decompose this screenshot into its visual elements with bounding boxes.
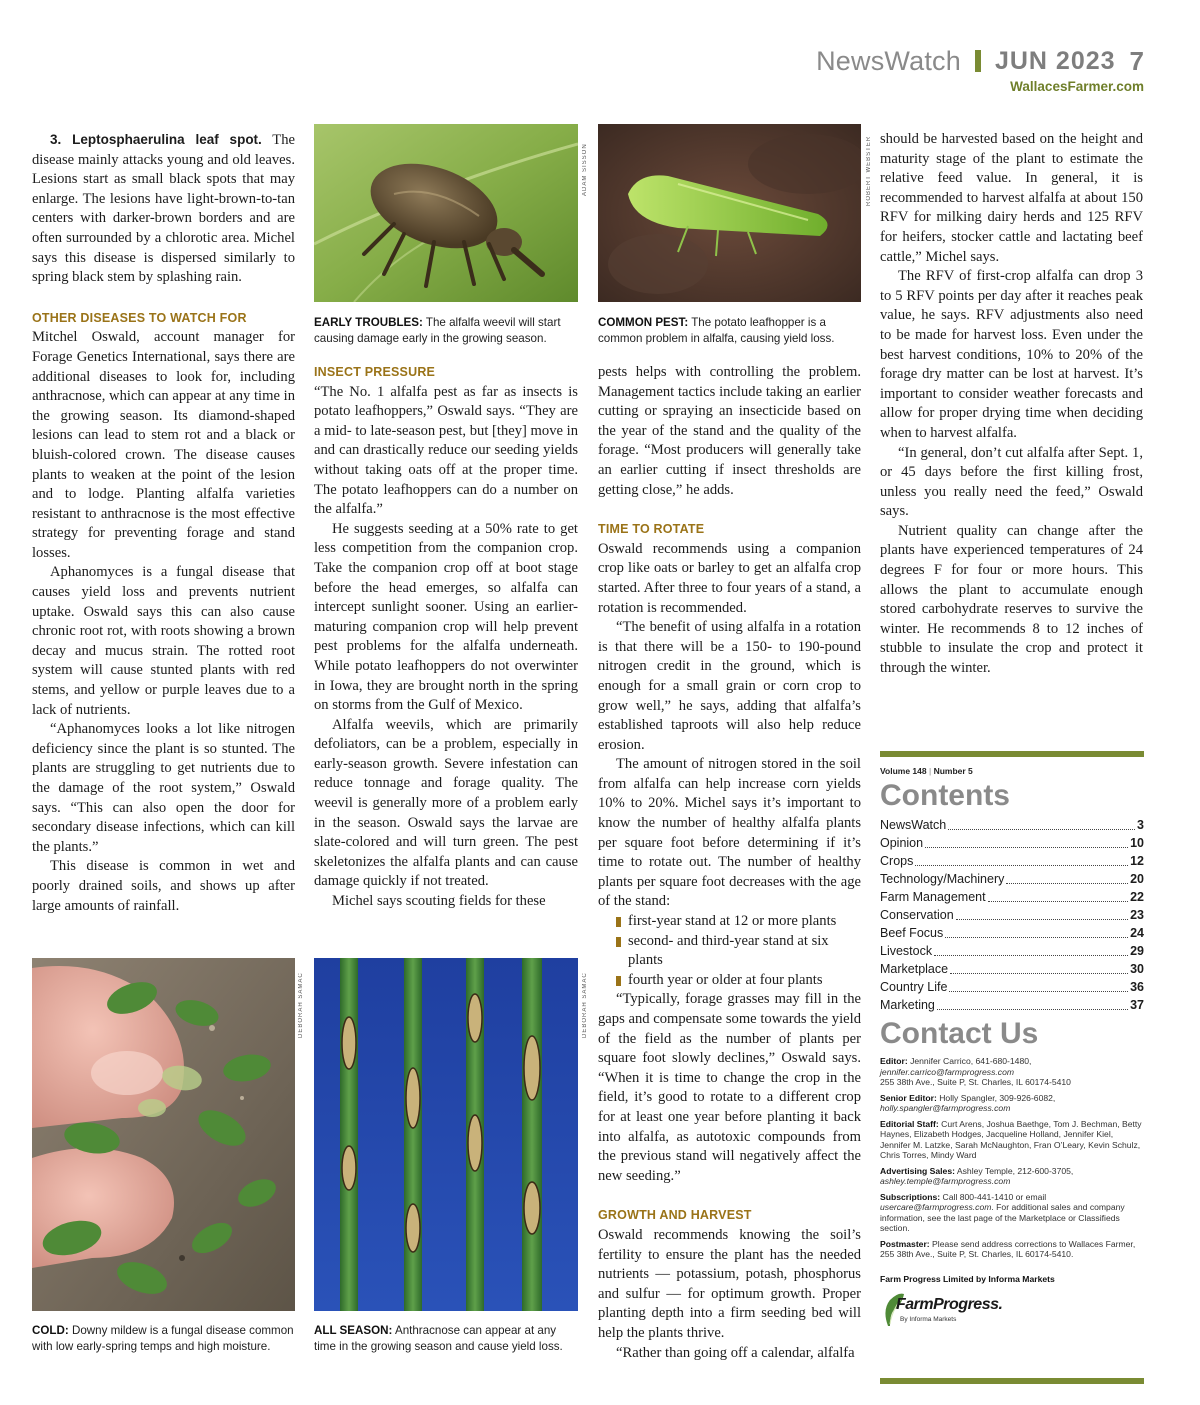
contact-text: . For additional sales and company information, see the last page of the Marketplace or Classifieds section. [880, 1202, 1125, 1233]
toc-name: Opinion [880, 836, 924, 850]
toc-name: Marketplace [880, 962, 949, 976]
issue-number: Number 5 [933, 766, 973, 776]
contact-title: Contact Us [880, 1017, 1039, 1050]
paragraph: “Typically, forage grasses may fill in the gaps and compensate some towards the yield of the field as the number of plants per square foot slowly declines,” Oswald says. “When it is time to change the crop in the field, it’s good to rotate to a different crop for at least one year before planting it back into alfalfa, as autotoxic compounds from the previous stand will negatively affect the new seeding.” [598, 991, 861, 1184]
email-link[interactable]: usercare@farmprogress.com [880, 1202, 992, 1212]
toc-dots [956, 906, 1128, 920]
contact-advertising [880, 1166, 1144, 1187]
list-item: first-year stand at 12 or more plants [598, 912, 861, 932]
paragraph: This disease is common in wet and poorly drained soils, and shows up after large amounts of rainfall. [32, 858, 295, 914]
contact-text: Holly Spangler, 309-926-6082, [936, 1092, 1056, 1103]
toc-entry[interactable] [880, 870, 1144, 888]
site-link[interactable]: WallacesFarmer.com [1010, 79, 1144, 94]
contents-title: Contents [880, 779, 1010, 812]
paragraph: Oswald recommends using a companion crop like oats or barley to get an alfalfa crop started. After three to four years of a stand, a rotation is recommended. [598, 540, 861, 616]
anthracnose-caption [314, 1323, 580, 1355]
toc-name: Country Life [880, 980, 948, 994]
toc-page: 29 [1130, 944, 1144, 958]
paragraph: “The No. 1 alfalfa pest as far as insects is potato leafhoppers,” Oswald says. “They are a mid- to late-season pest, but [they] move in and can drastically reduce our seeding yields without taking oats off at the proper time. The potato leafhoppers can do a number on the alfalfa.” [314, 383, 578, 518]
stand-list [598, 912, 861, 990]
caption-text: Anthracnose can appear at any time in the growing season and cause yield loss. [314, 1324, 563, 1353]
paragraph: Nutrient quality can change after the plants have experienced temperatures of 24 degrees F for four or more hours. This allows the plant to accumulate enough stored carbohydrate reserves to survive the winter. He recommends 8 to 12 inches of stubble to insulate the crop and protect it through the winter. [880, 522, 1143, 677]
column-4 [880, 130, 1143, 679]
leafhopper-caption [598, 315, 864, 347]
volume-number: Volume 148 [880, 766, 927, 776]
toc-page: 3 [1137, 818, 1144, 832]
contact-subscriptions [880, 1192, 1144, 1234]
toc-page: 20 [1130, 872, 1144, 886]
toc-name: Livestock [880, 944, 933, 958]
toc-name: Crops [880, 854, 914, 868]
leafhopper-image [598, 124, 861, 302]
heading-other-diseases: OTHER DISEASES TO WATCH FOR [32, 310, 247, 325]
email-link[interactable]: holly.spangler@farmprogress.com [880, 1103, 1011, 1113]
contact-label: Advertising Sales: [880, 1165, 955, 1176]
toc-name: Conservation [880, 908, 954, 922]
toc-dots [945, 924, 1128, 938]
caption-lead: COLD: [32, 1324, 69, 1337]
column-2 [314, 363, 578, 912]
paragraph: Michel says scouting fields for these [332, 893, 546, 910]
contact-text: Ashley Temple, 212-600-3705, [954, 1165, 1074, 1176]
toc-page: 12 [1130, 854, 1144, 868]
toc-dots [937, 996, 1128, 1010]
toc-dots [949, 978, 1128, 992]
lead-paragraph [32, 130, 295, 288]
page-number: 7 [1129, 46, 1144, 76]
weevil-image [314, 124, 578, 302]
contact-text: Call 800-441-1410 or email [940, 1191, 1047, 1202]
toc-page: 22 [1130, 890, 1144, 904]
contact-text: Jennifer Carrico, 641-680-1480, [907, 1056, 1032, 1066]
logo-subtitle: By Informa Markets [900, 1315, 957, 1323]
toc-name: Marketing [880, 998, 935, 1012]
email-link[interactable]: ashley.temple@farmprogress.com [880, 1176, 1011, 1186]
toc-page: 24 [1130, 926, 1144, 940]
heading-growth-harvest: GROWTH AND HARVEST [598, 1208, 752, 1223]
toc-dots [948, 816, 1135, 830]
header-divider [975, 50, 981, 72]
paragraph: Alfalfa weevils, which are primarily defoliators, can be a problem, especially in early-season growth. Severe infestation can reduce tonnage and forage quality. The weevil is generally more of a problem early in the season. Oswald says the larvae are slate-colored and will turn green. The pest skeletonizes the alfalfa plants and can cause damage quickly if not treated. [314, 716, 578, 890]
caption-text: The potato leafhopper is a common problem in alfalfa, causing yield loss. [598, 316, 835, 345]
toc-entry[interactable] [880, 942, 1144, 960]
caption-lead: ALL SEASON: [314, 1324, 393, 1337]
toc-name: Technology/Machinery [880, 872, 1005, 886]
photo-credit: DEBORAH SAMAC [298, 972, 304, 1038]
caption-lead: EARLY TROUBLES: [314, 316, 423, 329]
publisher-line: Farm Progress Limited by Informa Markets [880, 1273, 1055, 1284]
contact-label: Editorial Staff: [880, 1118, 939, 1129]
volume-line: Volume 148 | Number 5 [880, 766, 973, 776]
contact-label: Editor: [880, 1056, 908, 1066]
photo-credit: DEBORAH SAMAC [582, 972, 588, 1038]
contact-text: Curt Arens, Joshua Baethge, Tom J. Bechman, Betty Haynes, Elizabeth Hodges, Jacqueline Holland, Jennifer Kiel, Jennifer M. Latzke, Sarah McNaughton, Fran O’Leary, Kevin Schulz, Chris Torres, Mindy Ward [880, 1118, 1142, 1160]
toc-page: 10 [1130, 836, 1144, 850]
list-item: second- and third-year stand at six plants [598, 932, 861, 971]
toc-dots [925, 834, 1128, 848]
lead-title: 3. Leptosphaerulina leaf spot. [50, 132, 262, 147]
weevil-caption [314, 315, 580, 347]
contact-senior-editor [880, 1093, 1144, 1114]
toc-name: Beef Focus [880, 926, 944, 940]
page-header [816, 44, 1144, 94]
toc-dots [934, 942, 1128, 956]
toc-page: 23 [1130, 908, 1144, 922]
paragraph: “In general, don’t cut alfalfa after Sept. 1, or 45 days before the first killing frost, unless you really need the feed,” Oswald says. [880, 444, 1143, 520]
contact-postmaster [880, 1239, 1144, 1260]
toc-entry[interactable] [880, 996, 1144, 1014]
paragraph: Mitchel Oswald, account manager for Forage Genetics International, says there are additional diseases to look for, including anthracnose, which can appear at any time in the growing season. Its diamond-shaped lesions can lead to stem rot and a black or bluish-colored crown. The disease causes plants to weaken at the point of the lesion and to lodge. Planting alfalfa varieties resistant to anthracnose is the most effective strategy for preventing forage and stand losses. [32, 329, 295, 561]
toc-dots [1006, 870, 1128, 884]
contents-sidebar [880, 766, 1144, 1330]
toc-entry[interactable] [880, 834, 1144, 852]
anthracnose-photo [314, 958, 578, 1311]
toc-entry[interactable] [880, 906, 1144, 924]
lead-text: The disease mainly attacks young and old leaves. Lesions start as small black spots that may enlarge. The lesions have light-brown-to-tan centers with darker-brown borders and are often surrounded by a chlorotic area. Michel says this disease is dispersed similarly to spring black stem by splashing rain. [32, 132, 295, 286]
heading-time-to-rotate: TIME TO ROTATE [598, 522, 705, 537]
caption-text: Downy mildew is a fungal disease common with low early-spring temps and high moisture. [32, 1324, 294, 1353]
photo-credit: ROBERT WEBSTER [866, 135, 872, 206]
paragraph: The RFV of first-crop alfalfa can drop 3 to 5 RFV points per day after it reaches peak value, he says. RFV adjustments also need to be made for harvest loss. Even under the best harvest conditions, 10% to 20% of the forage dry matter can be lost at harvest. It’s important to consider weather forecasts and allow for proper drying time when deciding when to harvest alfalfa. [880, 268, 1143, 441]
toc-entry[interactable] [880, 924, 1144, 942]
paragraph: He suggests seeding at a 50% rate to get less competition from the companion crop. Take the companion crop off at boot stage before the head emerges, so alfalfa can intercept sunlight sooner. Using an earlier-maturing companion crop will help prevent pest problems for the alfalfa underneath. While potato leafhoppers do not overwinter in Iowa, they are brought north in the spring on storms from the Gulf of Mexico. [314, 520, 578, 714]
contact-editor [880, 1056, 1144, 1088]
column-1 [32, 130, 295, 916]
list-item: fourth year or older at four plants [598, 971, 861, 991]
contact-label: Senior Editor: [880, 1092, 937, 1103]
toc-name: NewsWatch [880, 818, 947, 832]
logo-wordmark: FarmProgress. [896, 1295, 1003, 1313]
toc-dots [915, 852, 1128, 866]
sidebar-bottom-rule [880, 1378, 1144, 1384]
toc-entry[interactable] [880, 888, 1144, 906]
contact-label: Postmaster: [880, 1238, 930, 1249]
toc-page: 30 [1130, 962, 1144, 976]
toc-entry[interactable] [880, 960, 1144, 978]
section-name: NewsWatch [816, 46, 961, 76]
mildew-caption [32, 1323, 298, 1355]
issue-date: JUN 2023 [994, 47, 1116, 75]
toc-page: 36 [1130, 980, 1144, 994]
anthracnose-image [314, 958, 578, 1311]
paragraph: Oswald recommends knowing the soil’s fertility to ensure the plant has the needed nutrients — potassium, potash, phosphorus and sulfur — for optimum growth. Proper planting depth into a firm seeding bed will help the plants thrive. [598, 1226, 861, 1341]
contact-label: Subscriptions: [880, 1191, 941, 1202]
mildew-photo [32, 958, 295, 1311]
weevil-photo [314, 124, 578, 302]
paragraph: “Aphanomyces looks a lot like nitrogen deficiency since the plant is so stunted. The plants are struggling to get nutrients due to the damage of the root system,” Oswald says. “This can also open the door for secondary disease infections, which can kill the plants.” [32, 721, 295, 855]
paragraph: pests helps with controlling the problem. Management tactics include taking an earlier cutting or spraying an insecticide based on the year of the stand and the quality of the forage. “Most producers will generally take an earlier cutting if insect thresholds are getting close,” he adds. [598, 364, 861, 498]
contact-editorial-staff [880, 1119, 1144, 1161]
column-3 [598, 363, 861, 1363]
toc-dots [988, 888, 1128, 902]
leafhopper-photo [598, 124, 861, 302]
paragraph: Aphanomyces is a fungal disease that causes yield loss and prevents nutrient uptake. Oswald says this can also cause chronic root rot, with roots showing a brown decay and mucus strain. The rotted root system will cause stunted plants with red stems, and yellow or purple leaves due to a lack of nutrients. [32, 564, 295, 718]
email-link[interactable]: jennifer.carrico@farmprogress.com [880, 1066, 1015, 1077]
heading-insect-pressure: INSECT PRESSURE [314, 365, 436, 379]
contact-address: 255 38th Ave., Suite P, St. Charles, IL 60174-5410 [880, 1077, 1071, 1087]
sidebar-top-rule [880, 751, 1144, 757]
photo-credit: ADAM SISSON [582, 143, 588, 196]
farmprogress-logo[interactable] [880, 1292, 1144, 1330]
toc-entry[interactable] [880, 978, 1144, 996]
paragraph: “Rather than going off a calendar, alfalfa [616, 1344, 855, 1361]
paragraph: The amount of nitrogen stored in the soil from alfalfa can help increase corn yields 10% to 20%. Michel says it’s important to know the number of healthy alfalfa plants per square foot before determining if it’s time to rotate out. The number of healthy plants per square foot decreases with the age of the stand: [598, 756, 861, 910]
toc-entry[interactable] [880, 852, 1144, 870]
caption-lead: COMMON PEST: [598, 316, 689, 329]
toc-dots [950, 960, 1128, 974]
paragraph: should be harvested based on the height and maturity stage of the plant to estimate the relative feed value. In general, it is recommended to harvest alfalfa at about 150 RFV for milking dairy herds and 125 RFV for heifers, stocker cattle and lactating beef cattle,” Michel says. [880, 131, 1143, 265]
toc-page: 37 [1130, 998, 1144, 1012]
mildew-image [32, 958, 295, 1311]
table-of-contents [880, 816, 1144, 1014]
toc-name: Farm Management [880, 890, 986, 904]
paragraph: “The benefit of using alfalfa in a rotation is that there will be a 150- to 190-pound nitrogen credit in the ground, which is enough for a small grain or corn crop to grow well,” he says, adding that alfalfa’s established taproots will also help reduce erosion. [598, 619, 861, 753]
contact-text: Please send address corrections to Wallaces Farmer, 255 38th Ave., Suite P, St. Charles, IL 60174-5410. [880, 1238, 1136, 1259]
contact-details [880, 1056, 1144, 1260]
toc-entry[interactable] [880, 816, 1144, 834]
caption-text: The alfalfa weevil will start causing damage early in the growing season. [314, 316, 561, 345]
